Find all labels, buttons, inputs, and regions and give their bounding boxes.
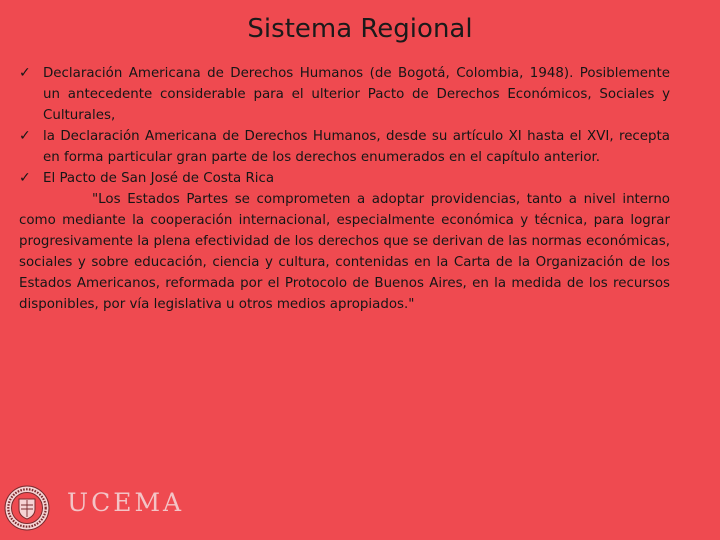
ucema-wordmark: UCEMA — [67, 488, 185, 517]
bullet-text: El Pacto de San José de Costa Rica — [43, 171, 275, 186]
pacto-quote: "Los Estados Partes se comprometen a adoptar providencias, tanto a nivel interno como mediante la cooperación internacional, especialmente económica y técnica, para lograr progresivamente la plena efectividad de los derechos que se derivan de las normas económicas, sociales y sobre educación, ciencia y cultura, contenidas en la Carta de la Organización de los Estados Americanos, reformada por el Protocolo de Buenos Aires, en la medida de los recursos disponibles, por vía legislativa u otros medios apropiados." — [19, 192, 670, 312]
bullet-text: la Declaración Americana de Derechos Humanos, desde su artículo XI hasta el XVI, recepta en forma particular gran parte de los derechos enumerados en el capítulo anterior. — [43, 129, 670, 165]
bullet-item-articulos-xi-xvi — [19, 126, 670, 168]
bullet-list — [19, 63, 670, 189]
bullet-item-pacto-san-jose — [19, 168, 670, 189]
slide-title: Sistema Regional — [247, 14, 473, 44]
university-seal-icon — [4, 485, 50, 531]
checkmark-icon: ✓ — [19, 170, 31, 186]
checkmark-icon: ✓ — [19, 65, 31, 81]
checkmark-icon: ✓ — [19, 128, 31, 144]
bullet-item-declaracion-americana — [19, 63, 670, 126]
slide-body — [19, 63, 670, 315]
bullet-text: Declaración Americana de Derechos Humanos (de Bogotá, Colombia, 1948). Posiblemente un antecedente considerable para el ulterior Pacto de Derechos Económicos, Sociales y Culturales, — [43, 66, 670, 123]
